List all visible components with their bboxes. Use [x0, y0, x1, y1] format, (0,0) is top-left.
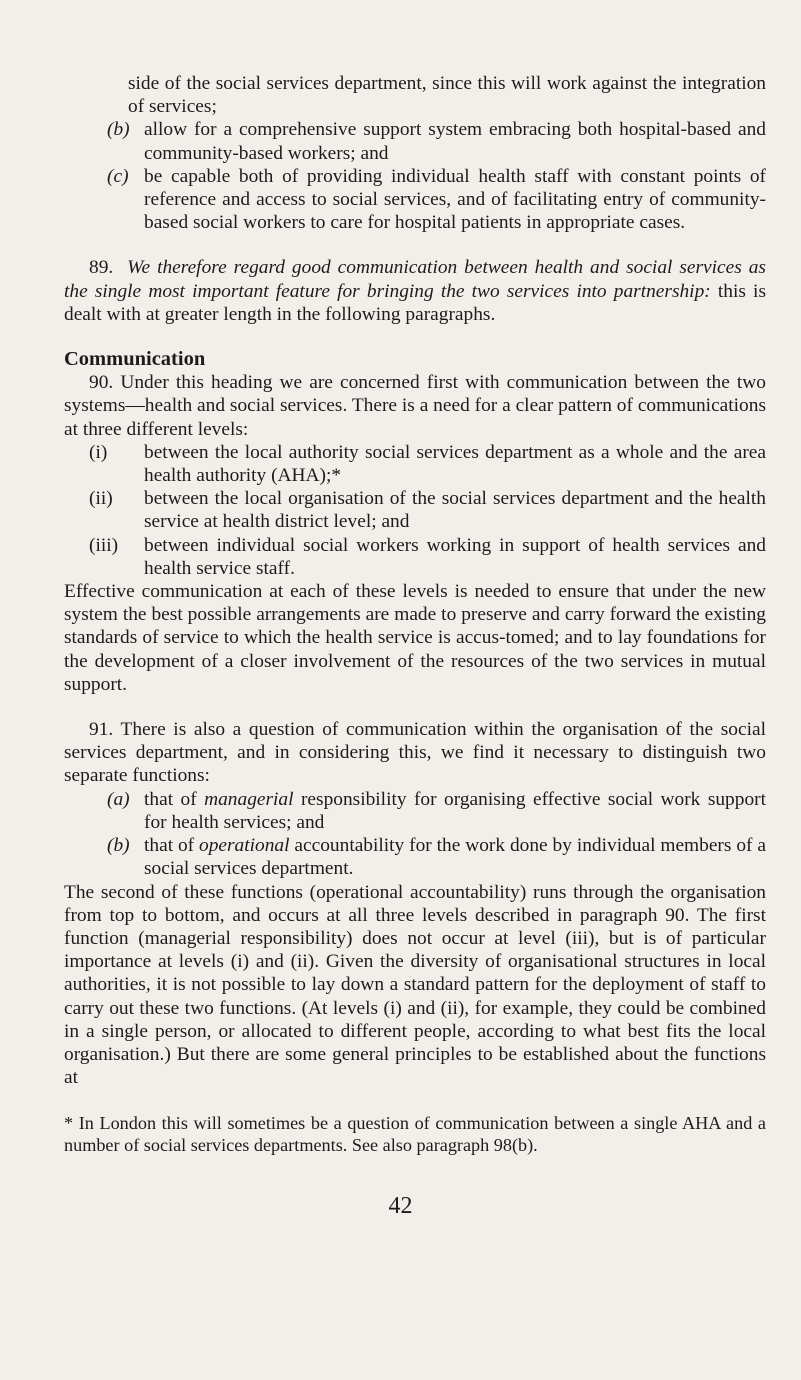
paragraph-90-conclusion: Effective communication at each of these levels is needed to ensure that under the new system the best possible arrangements are made to preserve and carry forward the existing standards of service to which the health service is accus-tomed; and to lay foundations for the development of a closer involvement of the resources of the two services in mutual support.	[64, 581, 766, 695]
paragraph-89	[64, 256, 766, 326]
list-text	[144, 788, 766, 834]
list-marker: (b)	[107, 119, 130, 141]
list-marker: (ii)	[89, 488, 113, 510]
paragraph-90-intro: 90. Under this heading we are concerned first with communication between the two systems—health and social services. There is a need for a clear pattern of communications at three different levels:	[64, 372, 766, 440]
list-marker: (i)	[89, 441, 108, 463]
paragraph-91-conclusion: The second of these functions (operational accountability) runs through the organisation from top to bottom, and occurs at all three levels described in paragraph 90. The first function (managerial responsibility) does not occur at level (iii), but is of particular importance at levels (i) and (ii). Given the diversity of organisational structures in local authorities, it is not possible to lay down a standard pattern for the deployment of staff to carry out these two functions. (At levels (i) and (ii), for example, they could be combined in a single person, or allocated to different people, according to what best fits the local organisation.) But there are some general principles to be established about the functions at	[64, 881, 766, 1089]
list-item-i	[64, 441, 766, 487]
section-heading: Communication	[64, 348, 206, 371]
footnote: * In London this will sometimes be a question of communication between a single AHA and a number of social services departments. See also paragraph 98(b).	[64, 1113, 766, 1156]
list-item-c	[64, 165, 766, 235]
list-text: be capable both of providing individual health staff with constant points of reference and access to social services, and of facilitating entry of community-based social workers to care for hospital patients in appropriate cases.	[144, 165, 766, 234]
paragraph-number: 89.	[89, 257, 114, 279]
list-item-iii	[64, 534, 766, 580]
paragraph-89-rest: this is dealt with at greater length in the following paragraphs.	[64, 280, 766, 325]
list-item-b2	[64, 834, 766, 880]
list-text-before: that of	[144, 788, 205, 810]
list-marker: (iii)	[89, 534, 119, 556]
list-text	[144, 834, 766, 880]
list-marker: (c)	[107, 165, 129, 187]
page-number: 42	[388, 1193, 413, 1219]
list-text-emphasis: operational	[199, 835, 290, 857]
list-text-after: responsibility for organising effective social work support for health services; and	[144, 788, 766, 833]
list-text: between the local organisation of the social services department and the health service at health district level; and	[144, 488, 766, 533]
list-item-ii	[64, 487, 766, 533]
continuation-text: side of the social services department, since this will work against the integration of services;	[128, 73, 766, 118]
list-marker: (a)	[107, 788, 130, 810]
list-text: between individual social workers working in support of health services and health service staff.	[144, 534, 766, 579]
list-marker: (b)	[107, 835, 130, 857]
list-text-before: that of	[144, 835, 200, 857]
paragraph-89-emphasis: We therefore regard good communication between health and social services as the single most important feature for bringing the two services into partnership:	[64, 257, 766, 302]
paragraph-91-intro: 91. There is also a question of communication within the organisation of the social services department, and in considering this, we find it necessary to distinguish two separate functions:	[64, 719, 766, 787]
list-item-a	[64, 788, 766, 834]
list-text-after: accountability for the work done by individual members of a social services department.	[144, 835, 766, 880]
list-text: between the local authority social services department as a whole and the area health authority (AHA);*	[144, 441, 766, 487]
list-item-b	[64, 118, 766, 164]
list-text: allow for a comprehensive support system embracing both hospital-based and community-based workers; and	[144, 119, 766, 164]
document-page	[64, 72, 766, 1156]
list-text-emphasis: managerial	[204, 788, 294, 810]
